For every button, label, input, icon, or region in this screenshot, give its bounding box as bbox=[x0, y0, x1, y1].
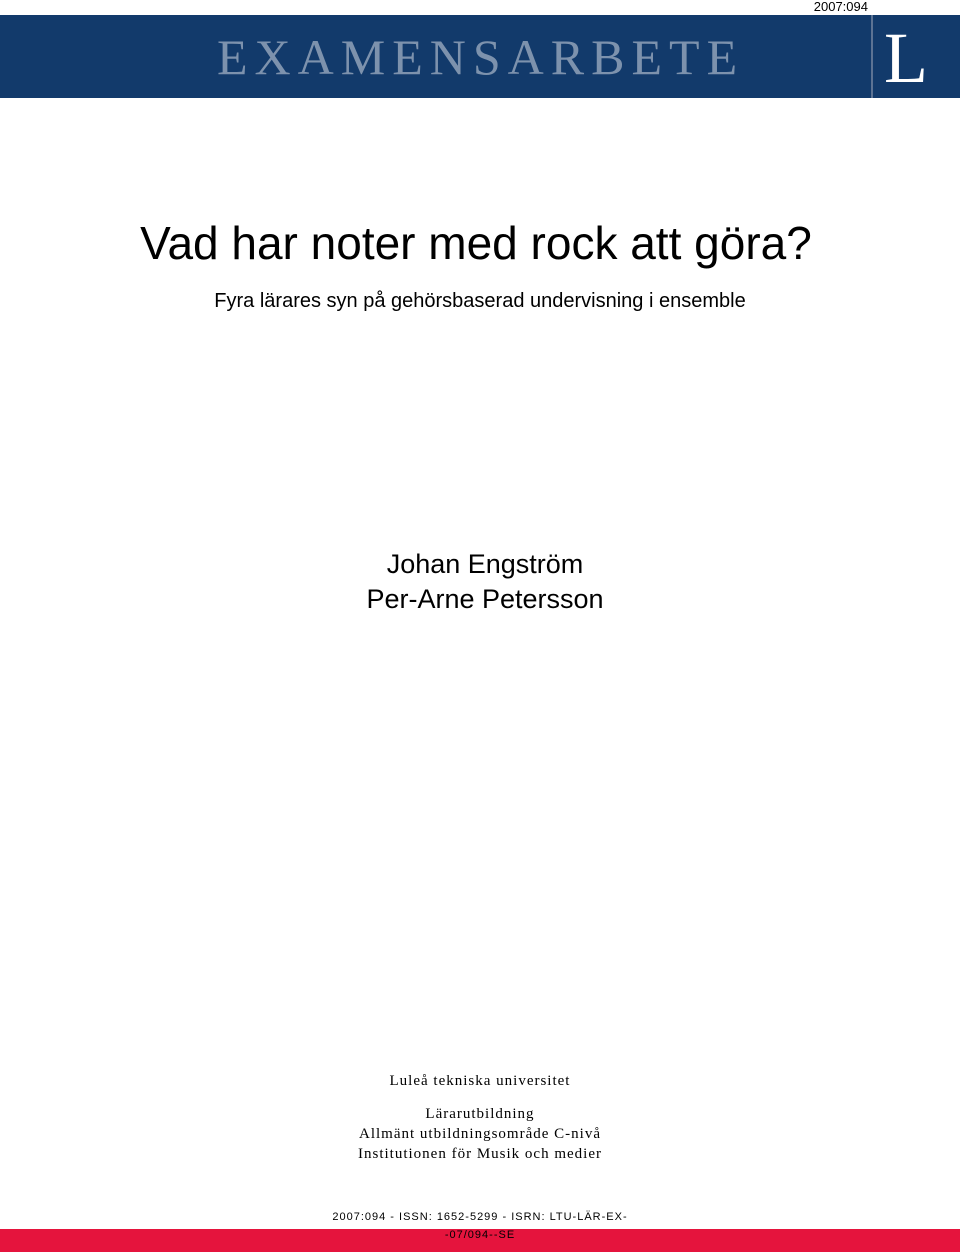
author-list bbox=[0, 547, 960, 617]
banner-divider bbox=[871, 15, 873, 98]
thesis-subtitle: Fyra lärares syn på gehörsbaserad undervisning i ensemble bbox=[214, 290, 746, 312]
program-line: Allmänt utbildningsområde C-nivå bbox=[359, 1126, 601, 1142]
author-name: Per-Arne Petersson bbox=[366, 584, 604, 614]
program-info bbox=[0, 1104, 960, 1164]
header-banner bbox=[0, 15, 960, 98]
program-line: Institutionen för Musik och medier bbox=[358, 1146, 602, 1162]
footer-identifiers: 2007:094 - ISSN: 1652-5299 - ISRN: LTU-LÄR-EX--07/094--SE bbox=[311, 1208, 649, 1226]
program-line: Lärarutbildning bbox=[425, 1106, 535, 1122]
banner-title: EXAMENSARBETE bbox=[217, 29, 745, 85]
institution-name: Luleå tekniska universitet bbox=[389, 1073, 571, 1089]
author-name: Johan Engström bbox=[386, 549, 584, 579]
report-number: 2007:094 bbox=[813, 0, 868, 14]
university-logo: L bbox=[884, 18, 928, 98]
thesis-title: Vad har noter med rock att göra? bbox=[140, 217, 812, 269]
